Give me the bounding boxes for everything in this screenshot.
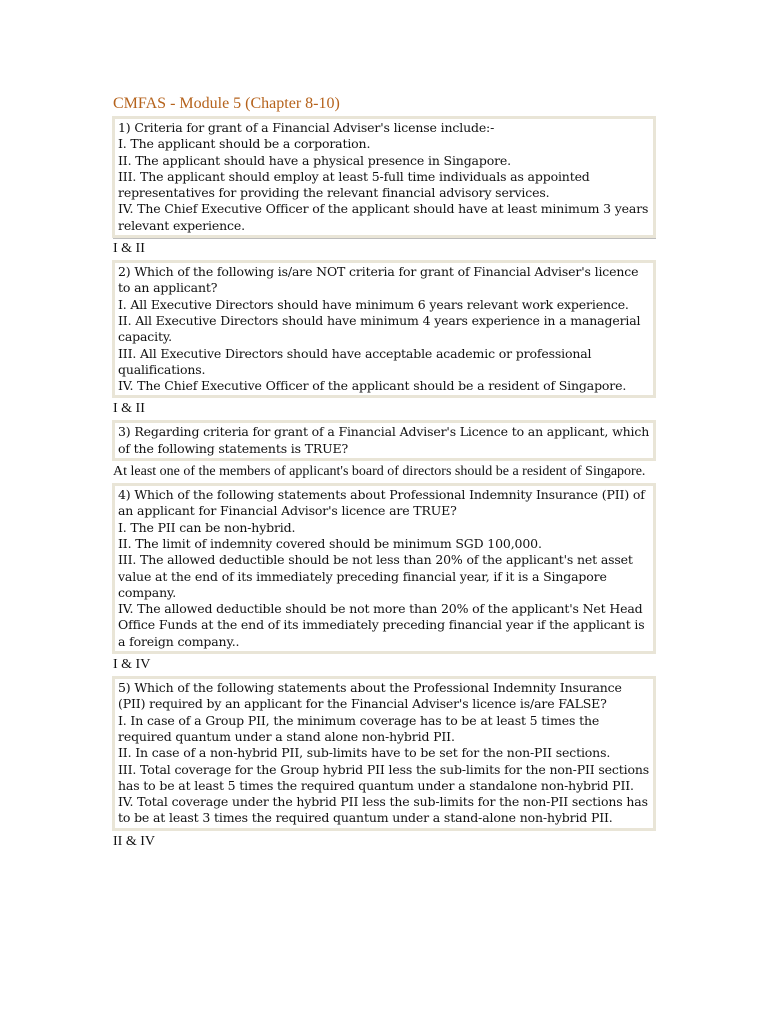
option-text: II. All Executive Directors should have minimum 4 years experience in a managerial capacity. — [118, 312, 641, 345]
question-text: 1) Criteria for grant of a Financial Adviser's license include:- — [118, 120, 495, 135]
option-text: IV. The allowed deductible should be not more than 20% of the applicant's Net Head Office Funds at the end of its immediately preceding financial year if the applicant is a foreign company.. — [118, 601, 645, 649]
question-text: 5) Which of the following statements about the Professional Indemnity Insurance (PII) required by an applicant for the Financial Adviser's licence is/are FALSE? — [118, 680, 622, 712]
option-text: II. The limit of indemnity covered should be minimum SGD 100,000. — [118, 535, 542, 551]
question-text: 3) Regarding criteria for grant of a Financial Adviser's Licence to an applicant, which of the following statements is TRUE? — [118, 424, 650, 456]
option-text: II. In case of a non-hybrid PII, sub-limits have to be set for the non-PII sections. — [118, 745, 611, 761]
option-text: III. Total coverage for the Group hybrid PII less the sub-limits for the non-PII sections has to be at least 5 times the required quantum under a standalone non-hybrid PII. — [118, 761, 649, 793]
question-text: 2) Which of the following is/are NOT criteria for grant of Financial Adviser's licence to an applicant? — [118, 264, 639, 296]
answer-text: I & IV — [113, 657, 151, 673]
option-text: IV. The Chief Executive Officer of the applicant should have at least minimum 3 years relevant experience. — [118, 201, 649, 233]
option-text: I. All Executive Directors should have minimum 6 years relevant work experience. — [118, 296, 629, 312]
answer-text: I & II — [113, 401, 145, 417]
option-text: I. The PII can be non-hybrid. — [118, 519, 296, 535]
question-list — [112, 116, 656, 851]
question-box — [112, 260, 656, 398]
option-text: IV. The Chief Executive Officer of the applicant should be a resident of Singapore. — [118, 378, 627, 394]
option-text: III. The allowed deductible should be not less than 20% of the applicant's net asset value at the end of its immediately preceding financial year, if it is a Singapore company. — [118, 552, 633, 600]
option-text: III. All Executive Directors should have acceptable academic or professional qualifications. — [118, 345, 592, 377]
answer-text: At least one of the members of applicant's board of directors should be a resident of Singapore. — [113, 464, 646, 480]
answer-text: II & IV — [113, 833, 155, 849]
question-box — [112, 420, 656, 461]
option-text: II. The applicant should have a physical presence in Singapore. — [118, 152, 511, 168]
document-page — [112, 94, 656, 853]
answer-text: I & II — [113, 238, 656, 258]
question-box — [112, 676, 656, 831]
option-text: I. In case of a Group PII, the minimum coverage has to be at least 5 times the required quantum under a stand alone non-hybrid PII. — [118, 712, 600, 744]
question-box — [112, 116, 656, 238]
option-text: IV. Total coverage under the hybrid PII less the sub-limits for the non-PII sections has to be at least 3 times the required quantum under a stand-alone non-hybrid PII. — [118, 794, 648, 826]
option-text: III. The applicant should employ at least 5-full time individuals as appointed representatives for providing the relevant financial advisory services. — [118, 168, 590, 201]
option-text: I. The applicant should be a corporation. — [118, 136, 371, 152]
question-box — [112, 483, 656, 654]
page-title: CMFAS - Module 5 (Chapter 8-10) — [113, 95, 340, 112]
question-text: 4) Which of the following statements about Professional Indemnity Insurance (PII) of an applicant for Financial Advisor's licence are TRUE? — [118, 487, 645, 519]
